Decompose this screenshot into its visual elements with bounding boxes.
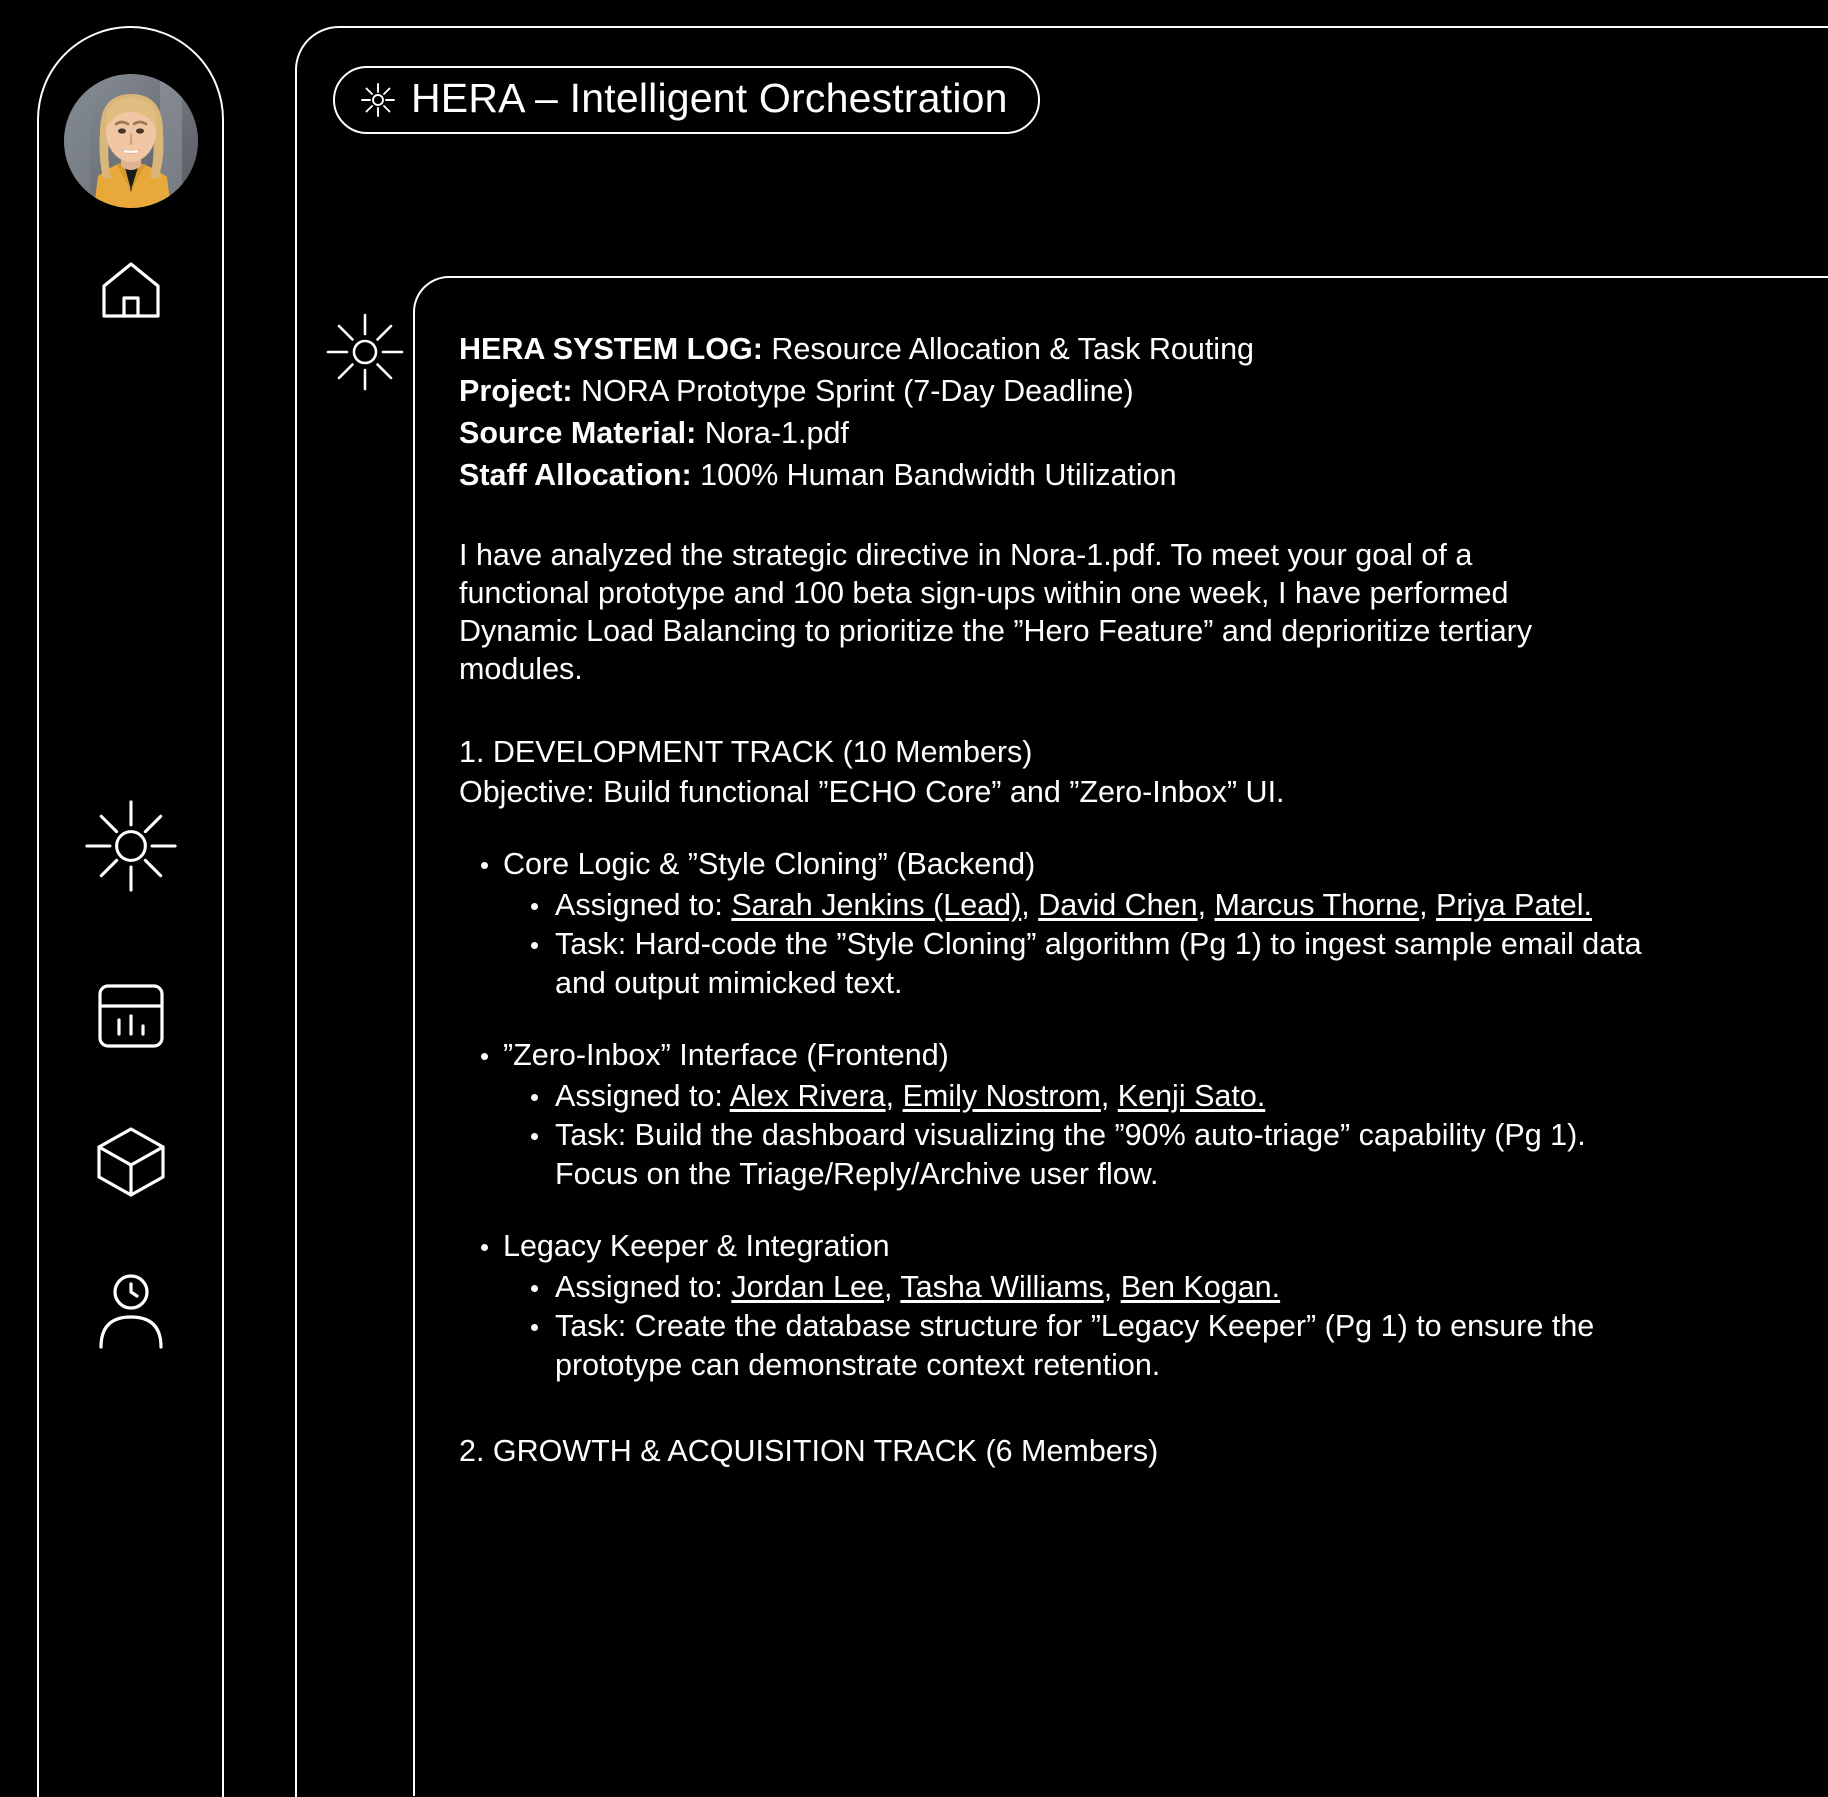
- meta-value: Nora-1.pdf: [696, 416, 849, 450]
- user-clock-icon: [96, 1273, 166, 1349]
- home-icon: [100, 260, 162, 320]
- assignee-name[interactable]: Alex Rivera: [729, 1079, 886, 1113]
- assignee-name[interactable]: Sarah Jenkins (Lead): [731, 888, 1022, 922]
- app-title: HERA – Intelligent Orchestration: [411, 74, 1008, 121]
- meta-key: Project:: [459, 374, 573, 408]
- sidebar-item-cube[interactable]: [85, 1116, 177, 1208]
- list-item: [459, 1035, 1811, 1194]
- assignee-name[interactable]: Emily Nostrom: [902, 1079, 1101, 1113]
- section-1-objective: Objective: Build functional ”ECHO Core” and ”Zero-Inbox” UI.: [459, 775, 1285, 809]
- spark-icon: [361, 83, 395, 117]
- section-1-groups: [459, 844, 1811, 1385]
- group-details: [459, 886, 1811, 1003]
- sidebar: [37, 26, 224, 1797]
- assigned-prefix: Assigned to:: [555, 1079, 730, 1113]
- sidebar-item-dashboard[interactable]: [85, 970, 177, 1062]
- group-label: Core Logic & ”Style Cloning” (Backend): [459, 844, 1811, 884]
- task-line: Task: Build the dashboard visualizing the ”90% auto-triage” capability (Pg 1). Focus on the Triage/Reply/Archive user flow.: [459, 1116, 1649, 1194]
- section-2-heading: 2. GROWTH & ACQUISITION TRACK (6 Members): [459, 1434, 1159, 1468]
- assignee-name[interactable]: Marcus Thorne: [1214, 888, 1420, 922]
- assistant-avatar: [317, 304, 413, 400]
- task-line: Task: Hard-code the ”Style Cloning” algorithm (Pg 1) to ingest sample email data and output mimicked text.: [459, 925, 1649, 1003]
- assigned-to-line: Assigned to: Sarah Jenkins (Lead), David Chen, Marcus Thorne, Priya Patel.: [459, 886, 1649, 925]
- group-details: [459, 1268, 1811, 1385]
- app-title-pill[interactable]: [333, 66, 1040, 134]
- spark-icon: [85, 798, 177, 894]
- meta-line-staff-allocation: [459, 454, 1811, 496]
- task-line: Task: Create the database structure for ”Legacy Keeper” (Pg 1) to ensure the prototype can demonstrate context retention.: [459, 1307, 1649, 1385]
- assignee-name[interactable]: Ben Kogan.: [1120, 1270, 1281, 1304]
- meta-line-source-material: [459, 412, 1811, 454]
- intro-paragraph: I have analyzed the strategic directive in Nora-1.pdf. To meet your goal of a functional prototype and 100 beta sign-ups within one week, I have performed Dynamic Load Balancing to prioritize the ”Hero Feature” and deprioritize tertiary modules.: [459, 538, 1533, 686]
- assigned-to-line: Assigned to: Jordan Lee, Tasha Williams, Ben Kogan.: [459, 1268, 1649, 1307]
- meta-value: NORA Prototype Sprint (7-Day Deadline): [572, 374, 1134, 408]
- list-item: [459, 844, 1811, 1003]
- avatar-image: [64, 74, 198, 208]
- sidebar-item-profile[interactable]: [85, 1265, 177, 1357]
- assignee-name[interactable]: Priya Patel.: [1436, 888, 1593, 922]
- assignee-name[interactable]: Kenji Sato.: [1117, 1079, 1266, 1113]
- avatar[interactable]: [64, 74, 198, 208]
- assigned-to-line: Assigned to: Alex Rivera, Emily Nostrom, Kenji Sato.: [459, 1077, 1649, 1116]
- sidebar-item-spark[interactable]: [85, 800, 177, 892]
- assignee-name[interactable]: Jordan Lee: [731, 1270, 884, 1304]
- group-label: Legacy Keeper & Integration: [459, 1226, 1811, 1266]
- meta-value: Resource Allocation & Task Routing: [762, 332, 1254, 366]
- assigned-prefix: Assigned to:: [555, 888, 732, 922]
- meta-key: HERA SYSTEM LOG:: [459, 332, 763, 366]
- assignee-name[interactable]: David Chen: [1038, 888, 1198, 922]
- meta-line-system-log: [459, 328, 1811, 370]
- cube-icon: [95, 1125, 167, 1199]
- meta-line-project: [459, 370, 1811, 412]
- main-panel: [295, 26, 1828, 1797]
- section-1-heading: 1. DEVELOPMENT TRACK (10 Members): [459, 735, 1033, 769]
- assignee-name[interactable]: Tasha Williams: [900, 1270, 1104, 1304]
- spark-icon: [326, 313, 404, 391]
- group-details: [459, 1077, 1811, 1194]
- sidebar-item-home[interactable]: [85, 244, 177, 336]
- meta-key: Staff Allocation:: [459, 458, 692, 492]
- message-card: [413, 276, 1828, 1796]
- list-item: [459, 1226, 1811, 1385]
- meta-key: Source Material:: [459, 416, 697, 450]
- dashboard-icon: [96, 981, 166, 1051]
- assigned-prefix: Assigned to:: [555, 1270, 732, 1304]
- group-label: ”Zero-Inbox” Interface (Frontend): [459, 1035, 1811, 1075]
- meta-value: 100% Human Bandwidth Utilization: [691, 458, 1177, 492]
- message-row: [317, 276, 1828, 1796]
